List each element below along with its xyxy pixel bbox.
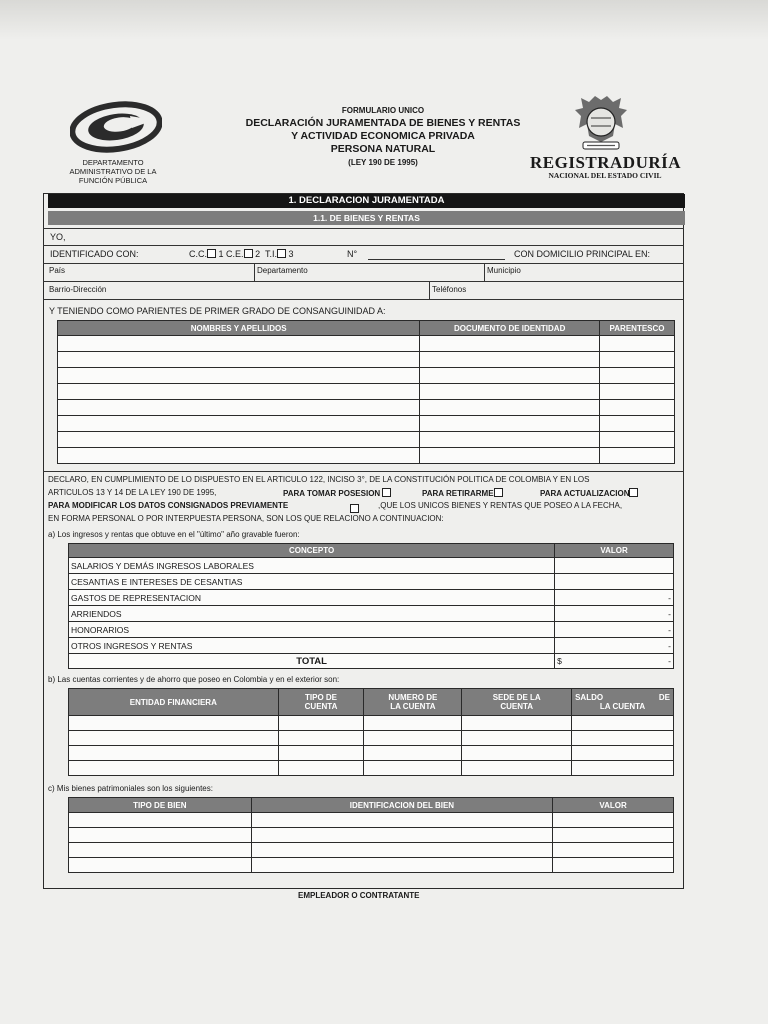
relatives-label: Y TENIENDO COMO PARIENTES DE PRIMER GRADO DE CONSANGUINIDAD A:	[49, 306, 386, 316]
registry-title: REGISTRADURÍA	[530, 153, 682, 172]
col-names: NOMBRES Y APELLIDOS	[58, 321, 420, 336]
registry-brand	[530, 153, 680, 180]
table-row[interactable]	[58, 432, 675, 448]
title-line-2: Y ACTIVIDAD ECONOMICA PRIVADA	[291, 130, 475, 142]
table-row[interactable]	[69, 858, 674, 873]
dept-line-3: FUNCIÓN PÚBLICA	[78, 176, 148, 185]
number-label: N°	[347, 249, 358, 259]
table-row[interactable]	[58, 384, 675, 400]
address-label: Barrio-Dirección	[49, 285, 107, 294]
col-asset-type: TIPO DE BIEN	[69, 798, 252, 813]
yo-label: YO,	[50, 232, 66, 242]
income-value[interactable]: -	[555, 606, 674, 622]
declaration-line-3: ,QUE LOS UNICOS BIENES Y RENTAS QUE POSEO A LA FECHA,	[378, 501, 623, 510]
accounts-table	[68, 688, 674, 776]
col-account-type	[278, 689, 364, 716]
table-row[interactable]	[69, 746, 674, 761]
col-value: VALOR	[555, 544, 674, 558]
table-row[interactable]	[69, 638, 674, 654]
department-name	[48, 158, 178, 185]
income-concept: OTROS INGRESOS Y RENTAS	[69, 638, 555, 654]
assets-table	[68, 797, 674, 873]
income-value[interactable]: -	[555, 622, 674, 638]
col-account-number-1: NUMERO DE	[388, 693, 438, 702]
table-row[interactable]	[69, 843, 674, 858]
table-row[interactable]	[69, 606, 674, 622]
income-value[interactable]	[555, 558, 674, 574]
col-entity: ENTIDAD FINANCIERA	[69, 689, 279, 716]
employer-label: EMPLEADOR O CONTRATANTE	[298, 891, 420, 900]
ce-checkbox[interactable]	[244, 249, 253, 258]
col-divider	[429, 281, 430, 299]
coat-of-arms-icon	[567, 94, 635, 158]
retiro-checkbox[interactable]	[494, 488, 503, 497]
col-account-seat-2: CUENTA	[500, 702, 534, 711]
actualizacion-checkbox[interactable]	[629, 488, 638, 497]
option-retiro-label: PARA RETIRARME	[422, 489, 494, 498]
row-divider	[43, 228, 684, 229]
row-divider	[43, 299, 684, 300]
registry-subtitle: NACIONAL DEL ESTADO CIVIL	[548, 171, 662, 180]
option-actualizacion	[540, 488, 638, 498]
option-posesion-label: PARA TOMAR POSESION	[283, 489, 381, 498]
income-concept: ARRIENDOS	[69, 606, 555, 622]
option-modificar-label: PARA MODIFICAR LOS DATOS CONSIGNADOS PREVIAMENTE	[48, 501, 289, 510]
income-concept: CESANTIAS E INTERESES DE CESANTIAS	[69, 574, 555, 590]
declaration-line-1: DECLARO, EN CUMPLIMIENTO DE LO DISPUESTO EN EL ARTICULO 122, INCISO 3°, DE LA CONSTITUCIÓN POLITICA DE COLOMBIA Y EN LOS	[48, 475, 590, 484]
income-value[interactable]	[555, 574, 674, 590]
row-divider	[43, 281, 684, 282]
table-row[interactable]	[58, 336, 675, 352]
table-row[interactable]	[58, 368, 675, 384]
col-divider	[254, 263, 255, 281]
table-row[interactable]	[69, 828, 674, 843]
declaration-line-2: ARTICULOS 13 Y 14 DE LA LEY 190 DE 1995,	[48, 488, 217, 497]
relatives-table	[57, 320, 675, 464]
col-asset-id: IDENTIFICACION DEL BIEN	[251, 798, 553, 813]
accounts-intro: b) Las cuentas corrientes y de ahorro que poseo en Colombia y en el exterior son:	[48, 675, 340, 684]
dept-line-2: ADMINISTRATIVO DE LA	[69, 167, 157, 176]
law-reference: (LEY 190 DE 1995)	[348, 158, 418, 167]
col-balance	[572, 689, 674, 716]
posesion-checkbox[interactable]	[382, 488, 391, 497]
option-actualizacion-label: PARA ACTUALIZACION	[540, 489, 630, 498]
col-account-seat-1: SEDE DE LA	[492, 693, 541, 702]
option-posesion	[283, 488, 391, 498]
table-header-row	[58, 321, 675, 336]
table-row[interactable]	[69, 813, 674, 828]
table-row[interactable]	[69, 574, 674, 590]
total-currency: $	[557, 656, 562, 666]
form-title: FORMULARIO UNICO	[341, 106, 425, 115]
col-concept: CONCEPTO	[69, 544, 555, 558]
income-value[interactable]: -	[555, 590, 674, 606]
ti-number: 3	[288, 249, 294, 259]
table-header-row	[69, 544, 674, 558]
country-label: País	[49, 266, 66, 275]
option-retiro	[422, 488, 503, 498]
table-row[interactable]	[69, 622, 674, 638]
form-header	[218, 104, 548, 169]
dept-line-1: DEPARTAMENTO	[82, 158, 144, 167]
col-balance-1b: DE	[658, 693, 670, 702]
total-value: -	[668, 656, 671, 666]
declaration-line-4: EN FORMA PERSONAL O POR INTERPUESTA PERSONA, SON LOS QUE RELACIONO A CONTINUACION:	[48, 514, 444, 523]
ti-label: T.I.	[264, 249, 277, 259]
row-divider	[43, 263, 684, 264]
col-balance-1a: SALDO	[575, 693, 604, 702]
col-asset-value: VALOR	[553, 798, 674, 813]
ce-number: 2	[255, 249, 261, 259]
col-relationship: PARENTESCO	[600, 321, 675, 336]
id-type-options	[189, 249, 293, 259]
title-line-1: DECLARACIÓN JURAMENTADA DE BIENES Y RENTAS	[245, 117, 521, 129]
table-row[interactable]	[58, 416, 675, 432]
total-label: TOTAL	[69, 654, 555, 669]
table-row[interactable]	[69, 590, 674, 606]
table-row[interactable]	[58, 448, 675, 464]
total-row	[69, 654, 674, 669]
col-account-number	[364, 689, 462, 716]
col-document: DOCUMENTO DE IDENTIDAD	[420, 321, 600, 336]
assets-intro: c) Mis bienes patrimoniales son los siguientes:	[48, 784, 213, 793]
income-table	[68, 543, 674, 669]
total-cell[interactable]	[555, 654, 674, 669]
income-concept: HONORARIOS	[69, 622, 555, 638]
col-divider	[484, 263, 485, 281]
cc-number: 1	[218, 249, 224, 259]
number-field[interactable]	[368, 259, 505, 260]
phones-label: Teléfonos	[432, 285, 467, 294]
dafp-logo-icon	[70, 98, 162, 156]
department-label: Departamento	[257, 266, 308, 275]
income-value[interactable]: -	[555, 638, 674, 654]
title-line-3: PERSONA NATURAL	[330, 143, 436, 155]
modificar-checkbox[interactable]	[350, 504, 359, 513]
col-account-number-2: LA CUENTA	[390, 702, 436, 711]
table-row[interactable]	[69, 716, 674, 731]
col-account-type-2: CUENTA	[304, 702, 338, 711]
ce-label: C.E.	[226, 249, 244, 259]
ti-checkbox[interactable]	[277, 249, 286, 258]
domicile-label: CON DOMICILIO PRINCIPAL EN:	[514, 249, 651, 259]
section-title: 1. DECLARACION JURAMENTADA	[48, 194, 685, 208]
table-row[interactable]	[69, 731, 674, 746]
cc-label: C.C.	[189, 249, 207, 259]
table-header-row	[69, 798, 674, 813]
section-subtitle: 1.1. DE BIENES Y RENTAS	[48, 211, 685, 225]
income-concept: GASTOS DE REPRESENTACION	[69, 590, 555, 606]
row-divider	[43, 471, 684, 472]
col-account-type-1: TIPO DE	[305, 693, 338, 702]
col-balance-2: LA CUENTA	[599, 702, 646, 711]
income-intro: a) Los ingresos y rentas que obtuve en el "último" año gravable fueron:	[48, 530, 300, 539]
id-label: IDENTIFICADO CON:	[50, 249, 139, 259]
table-row[interactable]	[69, 761, 674, 776]
row-divider	[43, 245, 684, 246]
col-account-seat	[462, 689, 572, 716]
table-row[interactable]	[58, 352, 675, 368]
municipality-label: Municipio	[487, 266, 521, 275]
table-row[interactable]	[69, 558, 674, 574]
scan-shadow	[0, 0, 768, 40]
income-concept: SALARIOS Y DEMÁS INGRESOS LABORALES	[69, 558, 555, 574]
table-header-row	[69, 689, 674, 716]
table-row[interactable]	[58, 400, 675, 416]
cc-checkbox[interactable]	[207, 249, 216, 258]
